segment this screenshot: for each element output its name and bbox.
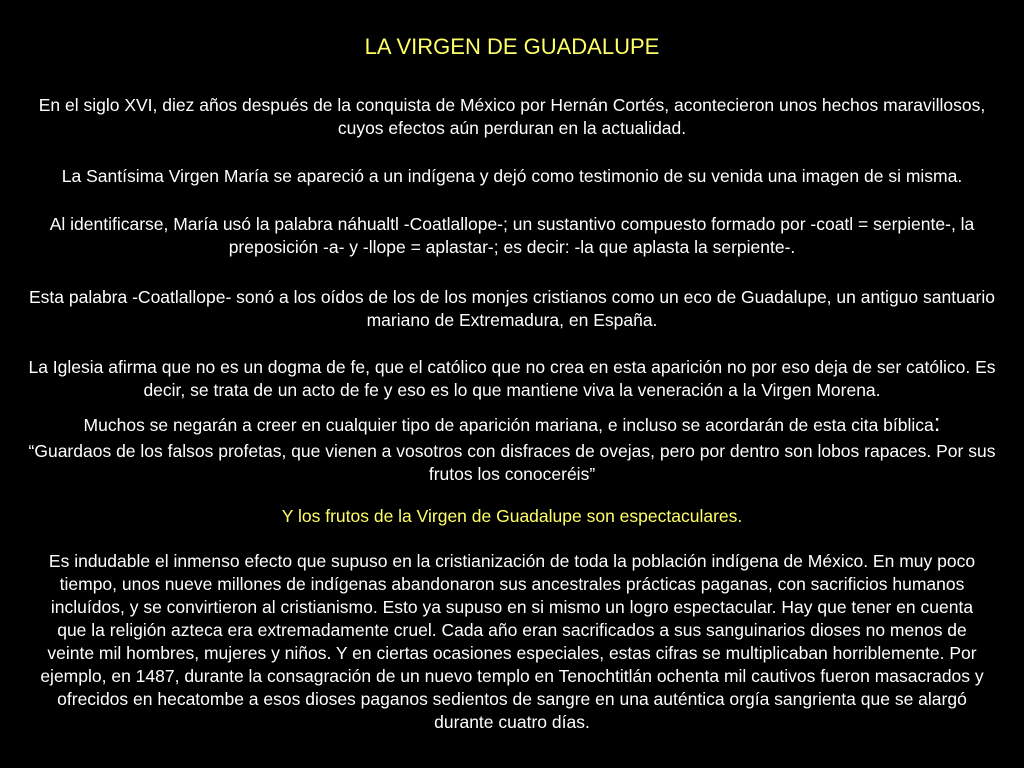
doubters-colon: : xyxy=(933,410,941,437)
doubters-text: Muchos se negarán a creer en cualquier tipo de aparición mariana, e incluso se acordarán de esta cita bíblica xyxy=(83,415,934,435)
paragraph-effect: Es indudable el inmenso efecto que supuso en la cristianización de toda la población indígena de México. En muy poco tiempo, unos nueve millones de indígenas abandonaron sus ancestrales prácticas paganas, con sacrificios humanos incluídos, y se convirtieron al cristianismo. Esto ya supuso en si mismo un logro espectacular. Hay que tener en cuenta que la religión azteca era extremadamente cruel. Cada año eran sacrificados a sus sanguinarios dioses no menos de veinte mil hombres, mujeres y niños. Y en ciertas ocasiones especiales, estas cifras se multiplicaban horriblemente. Por ejemplo, en 1487, durante la consagración de un nuevo templo en Tenochtitlán ochenta mil cautivos fueron masacrados y ofrecidos en hecatombe a esos dioses paganos sedientos de sangre en una auténtica orgía sangrienta que se alargó durante cuatro días. xyxy=(40,551,984,732)
paragraph-quote: “Guardaos de los falsos profetas, que vienen a vosotros con disfraces de ovejas, pero por dentro son lobos rapaces. Por sus frutos los conoceréis” xyxy=(28,441,996,484)
paragraph-apparition: La Santísima Virgen María se apareció a un indígena y dejó como testimonio de su venida una imagen de si misma. xyxy=(61,166,963,186)
paragraph-name-meaning: Al identificarse, María usó la palabra náhualtl -Coatlallope-; un sustantivo compuesto formado por -coatl = serpiente-, la preposición -a- y -llope = aplastar-; es decir: -la que aplasta la serpiente-. xyxy=(49,214,975,257)
paragraph-echo: Esta palabra -Coatlallope- sonó a los oídos de los de los monjes cristianos como un eco de Guadalupe, un antiguo santuario mariano de Extremadura, en España. xyxy=(28,287,995,330)
paragraph-doubters xyxy=(22,412,1002,437)
slide-title: LA VIRGEN DE GUADALUPE xyxy=(364,34,660,59)
paragraph-fruits: Y los frutos de la Virgen de Guadalupe son espectaculares. xyxy=(281,506,743,526)
paragraph-intro: En el siglo XVI, diez años después de la conquista de México por Hernán Cortés, acontecieron unos hechos maravillosos, cuyos efectos aún perduran en la actualidad. xyxy=(38,95,986,138)
paragraph-church: La Iglesia afirma que no es un dogma de fe, que el católico que no crea en esta aparición no por eso deja de ser católico. Es decir, se trata de un acto de fe y eso es lo que mantiene viva la veneración a la Virgen Morena. xyxy=(28,357,996,400)
